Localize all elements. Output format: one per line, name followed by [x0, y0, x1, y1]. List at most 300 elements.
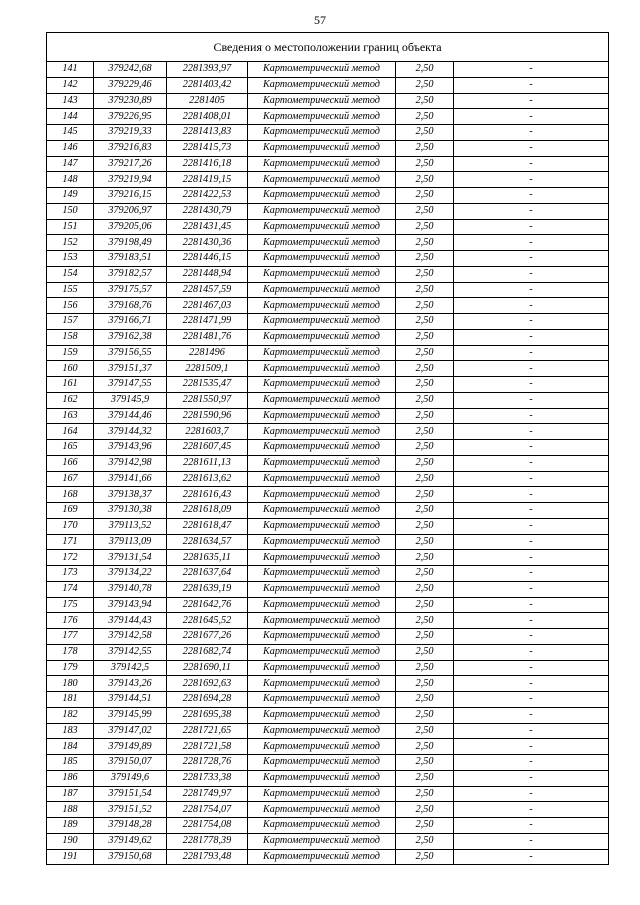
point-number-cell: 165: [47, 440, 94, 456]
y-coordinate-cell: 2281422,53: [167, 188, 248, 204]
method-cell: Картометрический метод: [248, 487, 396, 503]
y-coordinate-cell: 2281694,28: [167, 692, 248, 708]
description-cell: -: [454, 203, 609, 219]
point-number-cell: 179: [47, 660, 94, 676]
description-cell: -: [454, 503, 609, 519]
description-cell: -: [454, 251, 609, 267]
table-row: [47, 440, 609, 456]
description-cell: -: [454, 172, 609, 188]
table-row: [47, 833, 609, 849]
description-cell: -: [454, 550, 609, 566]
table-row: [47, 188, 609, 204]
x-coordinate-cell: 379138,37: [94, 487, 167, 503]
description-cell: -: [454, 314, 609, 330]
point-number-cell: 155: [47, 282, 94, 298]
table-row: [47, 235, 609, 251]
accuracy-cell: 2,50: [396, 188, 454, 204]
y-coordinate-cell: 2281634,57: [167, 534, 248, 550]
point-number-cell: 177: [47, 629, 94, 645]
accuracy-cell: 2,50: [396, 440, 454, 456]
method-cell: Картометрический метод: [248, 377, 396, 393]
x-coordinate-cell: 379217,26: [94, 156, 167, 172]
y-coordinate-cell: 2281721,65: [167, 723, 248, 739]
description-cell: -: [454, 440, 609, 456]
accuracy-cell: 2,50: [396, 629, 454, 645]
accuracy-cell: 2,50: [396, 314, 454, 330]
y-coordinate-cell: 2281408,01: [167, 109, 248, 125]
method-cell: Картометрический метод: [248, 534, 396, 550]
table-row: [47, 140, 609, 156]
x-coordinate-cell: 379144,46: [94, 408, 167, 424]
description-cell: -: [454, 109, 609, 125]
accuracy-cell: 2,50: [396, 377, 454, 393]
x-coordinate-cell: 379113,52: [94, 518, 167, 534]
x-coordinate-cell: 379131,54: [94, 550, 167, 566]
x-coordinate-cell: 379142,58: [94, 629, 167, 645]
x-coordinate-cell: 379134,22: [94, 566, 167, 582]
point-number-cell: 156: [47, 298, 94, 314]
point-number-cell: 160: [47, 361, 94, 377]
point-number-cell: 167: [47, 471, 94, 487]
y-coordinate-cell: 2281457,59: [167, 282, 248, 298]
x-coordinate-cell: 379216,83: [94, 140, 167, 156]
y-coordinate-cell: 2281413,83: [167, 125, 248, 141]
description-cell: -: [454, 597, 609, 613]
x-coordinate-cell: 379140,78: [94, 581, 167, 597]
method-cell: Картометрический метод: [248, 188, 396, 204]
accuracy-cell: 2,50: [396, 770, 454, 786]
y-coordinate-cell: 2281416,18: [167, 156, 248, 172]
method-cell: Картометрический метод: [248, 266, 396, 282]
x-coordinate-cell: 379149,89: [94, 739, 167, 755]
y-coordinate-cell: 2281613,62: [167, 471, 248, 487]
description-cell: -: [454, 660, 609, 676]
table-title: Сведения о местоположении границ объекта: [47, 33, 609, 62]
method-cell: Картометрический метод: [248, 77, 396, 93]
accuracy-cell: 2,50: [396, 235, 454, 251]
y-coordinate-cell: 2281550,97: [167, 392, 248, 408]
table-row: [47, 156, 609, 172]
x-coordinate-cell: 379156,55: [94, 345, 167, 361]
table-row: [47, 581, 609, 597]
accuracy-cell: 2,50: [396, 518, 454, 534]
description-cell: -: [454, 518, 609, 534]
y-coordinate-cell: 2281692,63: [167, 676, 248, 692]
point-number-cell: 183: [47, 723, 94, 739]
y-coordinate-cell: 2281793,48: [167, 849, 248, 865]
point-number-cell: 182: [47, 707, 94, 723]
table-row: [47, 550, 609, 566]
point-number-cell: 158: [47, 329, 94, 345]
description-cell: -: [454, 408, 609, 424]
description-cell: -: [454, 581, 609, 597]
point-number-cell: 146: [47, 140, 94, 156]
accuracy-cell: 2,50: [396, 345, 454, 361]
table-row: [47, 62, 609, 78]
x-coordinate-cell: 379242,68: [94, 62, 167, 78]
y-coordinate-cell: 2281603,7: [167, 424, 248, 440]
accuracy-cell: 2,50: [396, 692, 454, 708]
method-cell: Картометрический метод: [248, 298, 396, 314]
table-row: [47, 676, 609, 692]
table-row: [47, 487, 609, 503]
x-coordinate-cell: 379144,51: [94, 692, 167, 708]
description-cell: -: [454, 644, 609, 660]
accuracy-cell: 2,50: [396, 392, 454, 408]
y-coordinate-cell: 2281635,11: [167, 550, 248, 566]
accuracy-cell: 2,50: [396, 298, 454, 314]
description-cell: -: [454, 298, 609, 314]
description-cell: -: [454, 156, 609, 172]
table-row: [47, 77, 609, 93]
table-row: [47, 471, 609, 487]
accuracy-cell: 2,50: [396, 644, 454, 660]
table-row: [47, 723, 609, 739]
point-number-cell: 184: [47, 739, 94, 755]
point-number-cell: 147: [47, 156, 94, 172]
boundary-coordinates-table: [46, 32, 609, 865]
method-cell: Картометрический метод: [248, 676, 396, 692]
x-coordinate-cell: 379230,89: [94, 93, 167, 109]
accuracy-cell: 2,50: [396, 62, 454, 78]
table-row: [47, 739, 609, 755]
accuracy-cell: 2,50: [396, 203, 454, 219]
y-coordinate-cell: 2281590,96: [167, 408, 248, 424]
accuracy-cell: 2,50: [396, 109, 454, 125]
x-coordinate-cell: 379113,09: [94, 534, 167, 550]
x-coordinate-cell: 379143,26: [94, 676, 167, 692]
description-cell: -: [454, 235, 609, 251]
table-row: [47, 361, 609, 377]
table-row: [47, 518, 609, 534]
description-cell: -: [454, 534, 609, 550]
method-cell: Картометрический метод: [248, 849, 396, 865]
x-coordinate-cell: 379130,38: [94, 503, 167, 519]
x-coordinate-cell: 379151,52: [94, 802, 167, 818]
table-row: [47, 408, 609, 424]
method-cell: Картометрический метод: [248, 629, 396, 645]
x-coordinate-cell: 379150,68: [94, 849, 167, 865]
method-cell: Картометрический метод: [248, 770, 396, 786]
point-number-cell: 173: [47, 566, 94, 582]
point-number-cell: 176: [47, 613, 94, 629]
accuracy-cell: 2,50: [396, 597, 454, 613]
method-cell: Картометрический метод: [248, 692, 396, 708]
method-cell: Картометрический метод: [248, 503, 396, 519]
table-row: [47, 692, 609, 708]
point-number-cell: 181: [47, 692, 94, 708]
description-cell: -: [454, 723, 609, 739]
point-number-cell: 149: [47, 188, 94, 204]
point-number-cell: 163: [47, 408, 94, 424]
x-coordinate-cell: 379147,02: [94, 723, 167, 739]
point-number-cell: 180: [47, 676, 94, 692]
method-cell: Картометрический метод: [248, 644, 396, 660]
accuracy-cell: 2,50: [396, 833, 454, 849]
method-cell: Картометрический метод: [248, 361, 396, 377]
table-row: [47, 613, 609, 629]
description-cell: -: [454, 377, 609, 393]
description-cell: -: [454, 329, 609, 345]
method-cell: Картометрический метод: [248, 833, 396, 849]
accuracy-cell: 2,50: [396, 503, 454, 519]
table-row: [47, 93, 609, 109]
y-coordinate-cell: 2281749,97: [167, 786, 248, 802]
accuracy-cell: 2,50: [396, 282, 454, 298]
accuracy-cell: 2,50: [396, 849, 454, 865]
boundary-table-container: [46, 32, 608, 865]
table-row: [47, 755, 609, 771]
method-cell: Картометрический метод: [248, 597, 396, 613]
point-number-cell: 172: [47, 550, 94, 566]
y-coordinate-cell: 2281721,58: [167, 739, 248, 755]
description-cell: -: [454, 62, 609, 78]
y-coordinate-cell: 2281682,74: [167, 644, 248, 660]
x-coordinate-cell: 379141,66: [94, 471, 167, 487]
y-coordinate-cell: 2281677,26: [167, 629, 248, 645]
accuracy-cell: 2,50: [396, 581, 454, 597]
x-coordinate-cell: 379142,5: [94, 660, 167, 676]
x-coordinate-cell: 379143,96: [94, 440, 167, 456]
table-row: [47, 503, 609, 519]
y-coordinate-cell: 2281616,43: [167, 487, 248, 503]
description-cell: -: [454, 140, 609, 156]
description-cell: -: [454, 676, 609, 692]
y-coordinate-cell: 2281403,42: [167, 77, 248, 93]
table-row: [47, 282, 609, 298]
description-cell: -: [454, 188, 609, 204]
method-cell: Картометрический метод: [248, 172, 396, 188]
x-coordinate-cell: 379219,33: [94, 125, 167, 141]
table-row: [47, 424, 609, 440]
accuracy-cell: 2,50: [396, 660, 454, 676]
table-row: [47, 644, 609, 660]
y-coordinate-cell: 2281431,45: [167, 219, 248, 235]
x-coordinate-cell: 379149,62: [94, 833, 167, 849]
point-number-cell: 157: [47, 314, 94, 330]
page-number: 57: [314, 13, 326, 27]
x-coordinate-cell: 379219,94: [94, 172, 167, 188]
accuracy-cell: 2,50: [396, 566, 454, 582]
table-row: [47, 566, 609, 582]
y-coordinate-cell: 2281430,36: [167, 235, 248, 251]
description-cell: -: [454, 424, 609, 440]
table-row: [47, 597, 609, 613]
method-cell: Картометрический метод: [248, 125, 396, 141]
method-cell: Картометрический метод: [248, 140, 396, 156]
method-cell: Картометрический метод: [248, 251, 396, 267]
accuracy-cell: 2,50: [396, 251, 454, 267]
description-cell: -: [454, 219, 609, 235]
y-coordinate-cell: 2281415,73: [167, 140, 248, 156]
point-number-cell: 175: [47, 597, 94, 613]
method-cell: Картометрический метод: [248, 203, 396, 219]
y-coordinate-cell: 2281509,1: [167, 361, 248, 377]
point-number-cell: 154: [47, 266, 94, 282]
x-coordinate-cell: 379205,06: [94, 219, 167, 235]
description-cell: -: [454, 266, 609, 282]
method-cell: Картометрический метод: [248, 802, 396, 818]
description-cell: -: [454, 125, 609, 141]
table-row: [47, 849, 609, 865]
y-coordinate-cell: 2281448,94: [167, 266, 248, 282]
method-cell: Картометрический метод: [248, 581, 396, 597]
description-cell: -: [454, 739, 609, 755]
point-number-cell: 166: [47, 455, 94, 471]
x-coordinate-cell: 379183,51: [94, 251, 167, 267]
accuracy-cell: 2,50: [396, 408, 454, 424]
accuracy-cell: 2,50: [396, 219, 454, 235]
point-number-cell: 189: [47, 818, 94, 834]
description-cell: -: [454, 282, 609, 298]
accuracy-cell: 2,50: [396, 329, 454, 345]
description-cell: -: [454, 471, 609, 487]
y-coordinate-cell: 2281642,76: [167, 597, 248, 613]
x-coordinate-cell: 379144,43: [94, 613, 167, 629]
table-row: [47, 786, 609, 802]
x-coordinate-cell: 379143,94: [94, 597, 167, 613]
method-cell: Картометрический метод: [248, 282, 396, 298]
y-coordinate-cell: 2281535,47: [167, 377, 248, 393]
accuracy-cell: 2,50: [396, 140, 454, 156]
point-number-cell: 142: [47, 77, 94, 93]
description-cell: -: [454, 566, 609, 582]
y-coordinate-cell: 2281419,15: [167, 172, 248, 188]
method-cell: Картометрический метод: [248, 424, 396, 440]
accuracy-cell: 2,50: [396, 125, 454, 141]
point-number-cell: 169: [47, 503, 94, 519]
point-number-cell: 143: [47, 93, 94, 109]
method-cell: Картометрический метод: [248, 109, 396, 125]
method-cell: Картометрический метод: [248, 786, 396, 802]
description-cell: -: [454, 849, 609, 865]
x-coordinate-cell: 379198,49: [94, 235, 167, 251]
method-cell: Картометрический метод: [248, 314, 396, 330]
x-coordinate-cell: 379151,54: [94, 786, 167, 802]
point-number-cell: 186: [47, 770, 94, 786]
y-coordinate-cell: 2281471,99: [167, 314, 248, 330]
table-row: [47, 329, 609, 345]
y-coordinate-cell: 2281496: [167, 345, 248, 361]
x-coordinate-cell: 379175,57: [94, 282, 167, 298]
method-cell: Картометрический метод: [248, 818, 396, 834]
point-number-cell: 161: [47, 377, 94, 393]
description-cell: -: [454, 755, 609, 771]
x-coordinate-cell: 379145,9: [94, 392, 167, 408]
point-number-cell: 174: [47, 581, 94, 597]
description-cell: -: [454, 345, 609, 361]
x-coordinate-cell: 379216,15: [94, 188, 167, 204]
description-cell: -: [454, 613, 609, 629]
method-cell: Картометрический метод: [248, 62, 396, 78]
x-coordinate-cell: 379142,98: [94, 455, 167, 471]
y-coordinate-cell: 2281733,38: [167, 770, 248, 786]
method-cell: Картометрический метод: [248, 345, 396, 361]
table-body: [47, 62, 609, 865]
point-number-cell: 187: [47, 786, 94, 802]
method-cell: Картометрический метод: [248, 156, 396, 172]
method-cell: Картометрический метод: [248, 93, 396, 109]
x-coordinate-cell: 379182,57: [94, 266, 167, 282]
y-coordinate-cell: 2281754,08: [167, 818, 248, 834]
accuracy-cell: 2,50: [396, 534, 454, 550]
y-coordinate-cell: 2281728,76: [167, 755, 248, 771]
method-cell: Картометрический метод: [248, 329, 396, 345]
point-number-cell: 188: [47, 802, 94, 818]
x-coordinate-cell: 379166,71: [94, 314, 167, 330]
method-cell: Картометрический метод: [248, 613, 396, 629]
y-coordinate-cell: 2281754,07: [167, 802, 248, 818]
description-cell: -: [454, 818, 609, 834]
x-coordinate-cell: 379142,55: [94, 644, 167, 660]
method-cell: Картометрический метод: [248, 707, 396, 723]
table-row: [47, 125, 609, 141]
y-coordinate-cell: 2281639,19: [167, 581, 248, 597]
description-cell: -: [454, 93, 609, 109]
description-cell: -: [454, 692, 609, 708]
x-coordinate-cell: 379149,6: [94, 770, 167, 786]
point-number-cell: 191: [47, 849, 94, 865]
table-row: [47, 345, 609, 361]
accuracy-cell: 2,50: [396, 77, 454, 93]
y-coordinate-cell: 2281618,47: [167, 518, 248, 534]
accuracy-cell: 2,50: [396, 613, 454, 629]
accuracy-cell: 2,50: [396, 802, 454, 818]
y-coordinate-cell: 2281611,13: [167, 455, 248, 471]
point-number-cell: 153: [47, 251, 94, 267]
accuracy-cell: 2,50: [396, 266, 454, 282]
accuracy-cell: 2,50: [396, 818, 454, 834]
point-number-cell: 168: [47, 487, 94, 503]
table-row: [47, 266, 609, 282]
accuracy-cell: 2,50: [396, 455, 454, 471]
x-coordinate-cell: 379147,55: [94, 377, 167, 393]
table-row: [47, 818, 609, 834]
point-number-cell: 164: [47, 424, 94, 440]
point-number-cell: 144: [47, 109, 94, 125]
accuracy-cell: 2,50: [396, 755, 454, 771]
description-cell: -: [454, 833, 609, 849]
y-coordinate-cell: 2281778,39: [167, 833, 248, 849]
x-coordinate-cell: 379162,38: [94, 329, 167, 345]
point-number-cell: 185: [47, 755, 94, 771]
description-cell: -: [454, 77, 609, 93]
accuracy-cell: 2,50: [396, 487, 454, 503]
method-cell: Картометрический метод: [248, 550, 396, 566]
method-cell: Картометрический метод: [248, 392, 396, 408]
description-cell: -: [454, 455, 609, 471]
x-coordinate-cell: 379145,99: [94, 707, 167, 723]
y-coordinate-cell: 2281690,11: [167, 660, 248, 676]
method-cell: Картометрический метод: [248, 518, 396, 534]
method-cell: Картометрический метод: [248, 455, 396, 471]
x-coordinate-cell: 379150,07: [94, 755, 167, 771]
x-coordinate-cell: 379229,46: [94, 77, 167, 93]
table-row: [47, 802, 609, 818]
y-coordinate-cell: 2281393,97: [167, 62, 248, 78]
accuracy-cell: 2,50: [396, 471, 454, 487]
accuracy-cell: 2,50: [396, 361, 454, 377]
description-cell: -: [454, 487, 609, 503]
description-cell: -: [454, 392, 609, 408]
description-cell: -: [454, 770, 609, 786]
point-number-cell: 141: [47, 62, 94, 78]
table-row: [47, 109, 609, 125]
accuracy-cell: 2,50: [396, 424, 454, 440]
accuracy-cell: 2,50: [396, 707, 454, 723]
description-cell: -: [454, 707, 609, 723]
point-number-cell: 178: [47, 644, 94, 660]
